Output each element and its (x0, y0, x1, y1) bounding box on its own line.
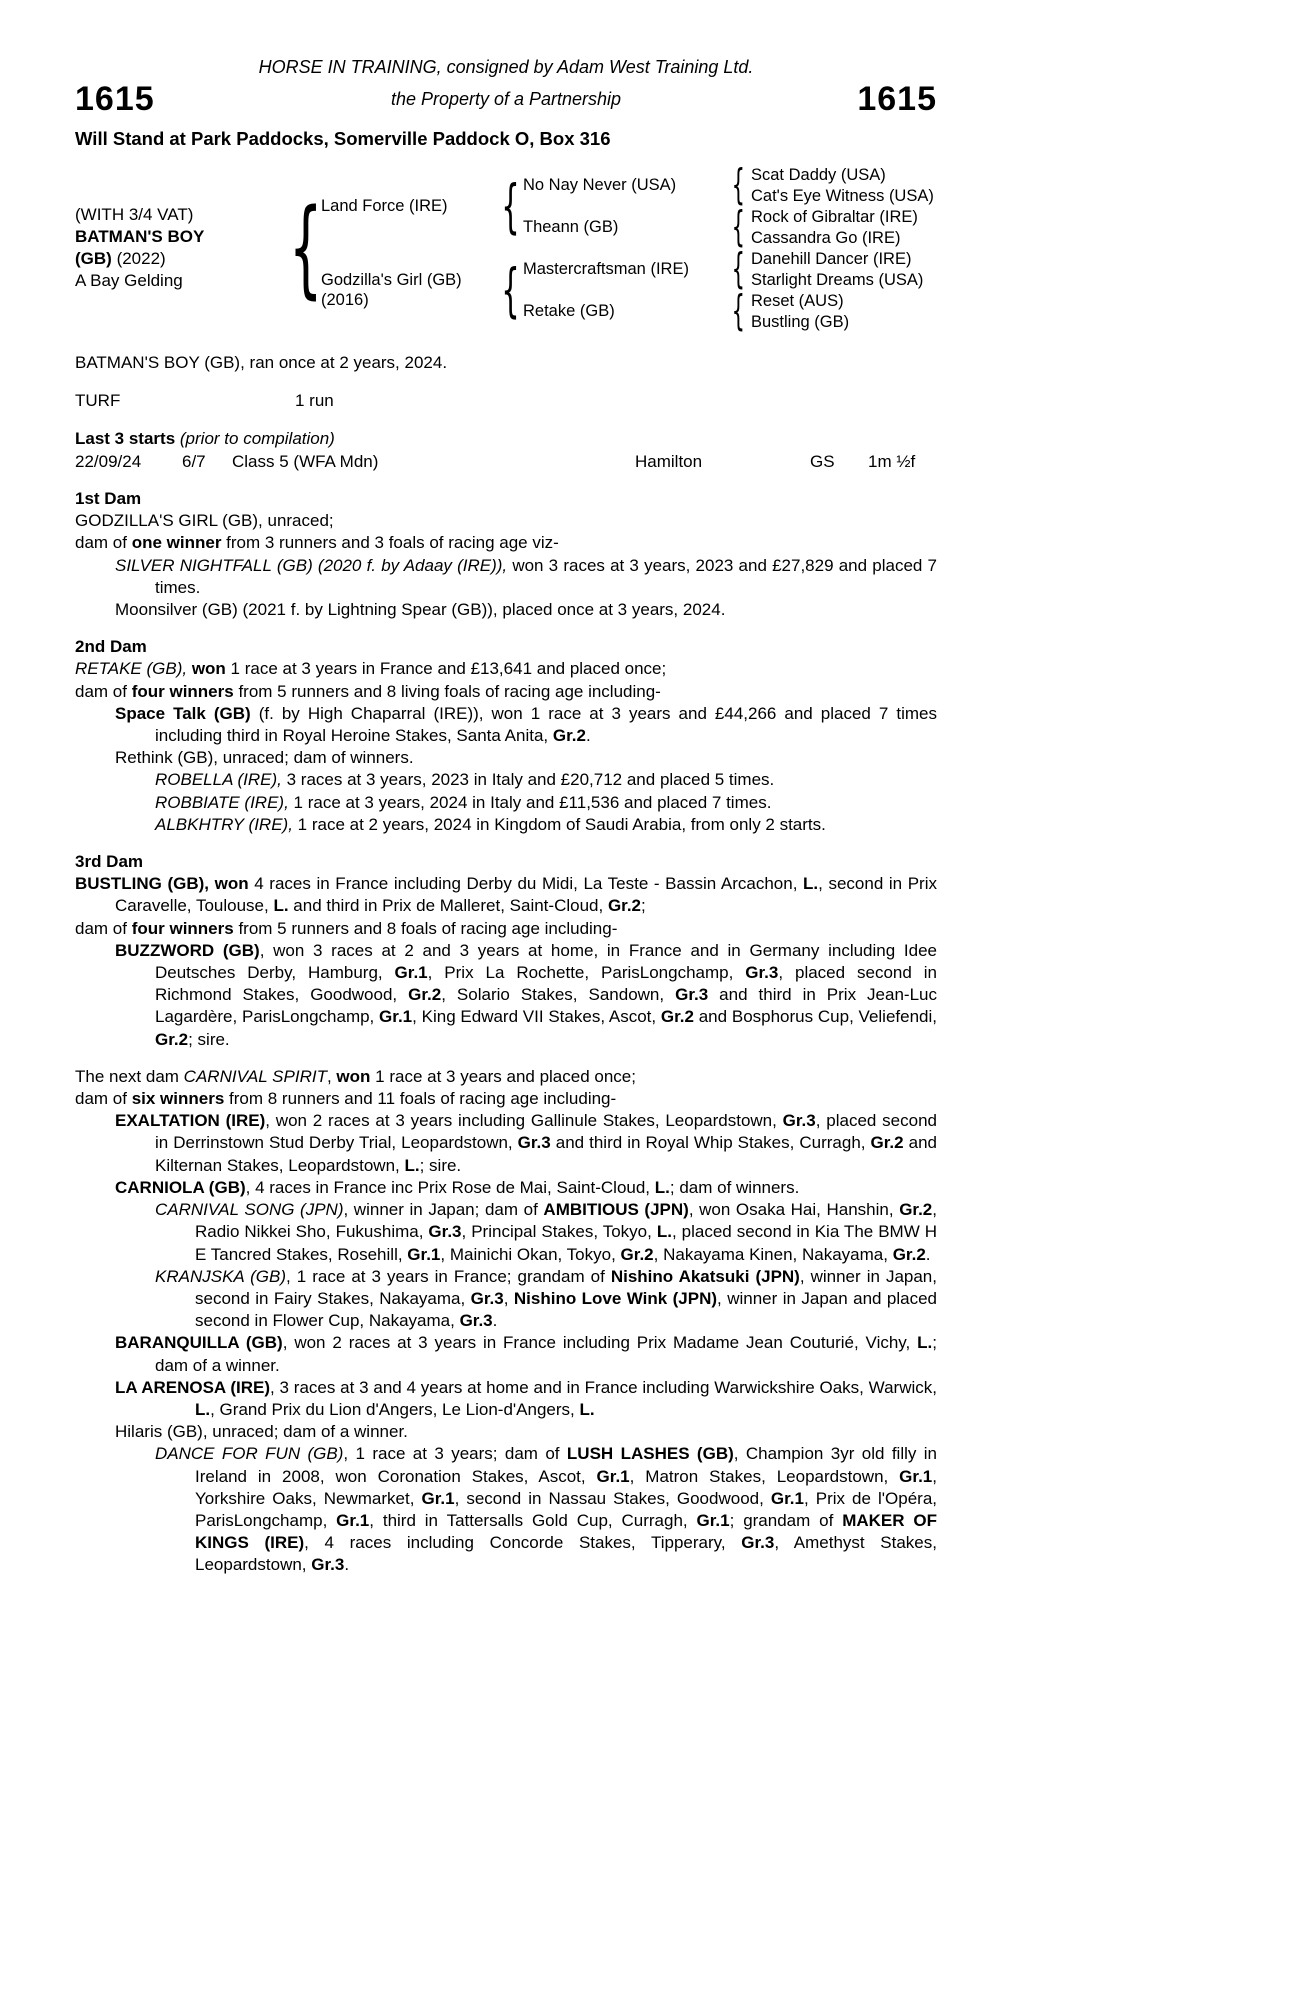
pedigree-paragraph: CARNIOLA (GB), 4 races in France inc Prix Rose de Mai, Saint-Cloud, L.; dam of winners. (115, 1177, 800, 1197)
start-course: Hamilton (635, 452, 703, 471)
dam-name-block (321, 270, 497, 310)
brace-icon: { (289, 186, 323, 309)
brace-icon: { (500, 256, 520, 324)
pedigree-paragraph: BUSTLING (GB), won 4 races in France including Derby du Midi, La Teste - Bassin Arcachon, L., second in Prix Caravelle, Toulouse, L. and third in Prix de Malleret, Saint-Cloud, Gr.2; (75, 874, 937, 916)
pedigree-gen3-name: No Nay Never (USA) (523, 176, 677, 194)
dam-name: Godzilla's Girl (GB) (321, 271, 462, 289)
pedigree-gen3-name: Retake (GB) (523, 302, 615, 320)
pedigree-gen4-name: Rock of Gibraltar (IRE) (751, 207, 918, 226)
pedigree-paragraph: dam of four winners from 5 runners and 8 foals of racing age including- (75, 918, 618, 938)
brace-icon: { (731, 286, 745, 335)
race-starts (75, 450, 937, 473)
surface-label: TURF (75, 391, 121, 410)
sire-name: Land Force (IRE) (321, 197, 448, 215)
horse-name: BATMAN'S BOY (75, 227, 205, 246)
dam-year: (2016) (321, 291, 369, 309)
horse-suffix-line (75, 248, 291, 270)
vat-note: (WITH 3/4 VAT) (75, 205, 194, 224)
pedigree-paragraph: KRANJSKA (GB), 1 race at 3 years in France; grandam of Nishino Akatsuki (JPN), winner in Japan, second in Fairy Stakes, Nakayama, Gr.3, Nishino Love Wink (JPN), winner in Japan and placed second in Flower Cup, Nakayama, Gr.3. (155, 1266, 937, 1331)
page-content (75, 56, 937, 1577)
pedigree-gen4-name: Starlight Dreams (USA) (751, 270, 924, 289)
lot-number-right: 1615 (857, 80, 937, 118)
pedigree-paragraph: dam of six winners from 8 runners and 11 foals of racing age including- (75, 1089, 617, 1109)
pedigree-paragraph: ROBELLA (IRE), 3 races at 3 years, 2023 in Italy and £20,712 and placed 5 times. (155, 770, 775, 790)
pedigree-gen4-name: Bustling (GB) (751, 312, 850, 331)
pedigree-paragraph: ALBKHTRY (IRE), 1 race at 2 years, 2024 in Kingdom of Saudi Arabia, from only 2 starts. (155, 814, 826, 834)
dam-heading: 1st Dam (75, 489, 142, 508)
lot-row (75, 80, 937, 119)
pedigree-paragraph: SILVER NIGHTFALL (GB) (2020 f. by Adaay (IRE)), won 3 races at 3 years, 2023 and £27,829 and placed 7 times. (115, 555, 937, 597)
horse-name-line (75, 226, 291, 248)
horse-description: A Bay Gelding (75, 271, 183, 290)
pedigree-paragraph: EXALTATION (IRE), won 2 races at 3 years including Gallinule Stakes, Leopardstown, Gr.3, placed second in Derrinstown Stud Derby Trial, Leopardstown, Gr.3 and third in Royal Whip Stakes, Curragh, Gr.2 and Kilternan Stakes, Leopardstown, L.; sire. (115, 1111, 937, 1175)
start-pos: 6/7 (182, 452, 206, 471)
start-dist: 1m ½f (868, 452, 916, 471)
pedigree-paragraph: Hilaris (GB), unraced; dam of a winner. (115, 1422, 408, 1442)
start-date: 22/09/24 (75, 452, 142, 471)
start-going: GS (810, 452, 835, 471)
runs-count: 1 run (295, 391, 334, 410)
horse-year: (2022) (116, 249, 166, 268)
brace-icon: { (731, 202, 745, 251)
last-starts-label: Last 3 starts (75, 429, 176, 448)
horse-country: (GB) (75, 249, 112, 268)
pedigree-table (75, 160, 937, 335)
dam-heading: 3rd Dam (75, 852, 144, 872)
pedigree-paragraph: LA ARENOSA (IRE), 3 races at 3 and 4 years at home and in France including Warwickshire Oaks, Warwick, L., Grand Prix du Lion d'Angers, Le Lion-d'Angers, L. (115, 1377, 937, 1419)
pedigree-paragraph: dam of four winners from 5 runners and 8 living foals of racing age including- (75, 681, 661, 701)
brace-icon: { (500, 172, 520, 240)
pedigree-paragraph: BARANQUILLA (GB), won 2 races at 3 years in France including Prix Madame Jean Couturié, Vichy, L.; dam of a winner. (115, 1333, 937, 1375)
pedigree-paragraph: GODZILLA'S GIRL (GB), unraced; (75, 511, 334, 531)
pedigree-gen3-name: Mastercraftsman (IRE) (523, 260, 689, 278)
pedigree-paragraph: RETAKE (GB), won 1 race at 3 years in France and £13,641 and placed once; (75, 659, 667, 679)
race-summary: BATMAN'S BOY (GB), ran once at 2 years, 2024. (75, 353, 448, 372)
lot-number-left: 1615 (75, 80, 155, 118)
pedigree-paragraph: The next dam CARNIVAL SPIRIT, won 1 race at 3 years and placed once; (75, 1066, 636, 1086)
start-class: Class 5 (WFA Mdn) (232, 452, 379, 471)
pedigree-gen4-name: Cassandra Go (IRE) (751, 228, 901, 247)
pedigree-paragraph: dam of one winner from 3 runners and 3 foals of racing age viz- (75, 533, 559, 553)
horse-info (75, 204, 291, 292)
stand-line: Will Stand at Park Paddocks, Somerville Paddock O, Box 316 (75, 128, 611, 149)
property-line: the Property of a Partnership (390, 89, 622, 109)
pedigree-paragraph: DANCE FOR FUN (GB), 1 race at 3 years; dam of LUSH LASHES (GB), Champion 3yr old filly in Ireland in 2008, won Coronation Stakes, Ascot, Gr.1, Matron Stakes, Leopardstown, Gr.1, Yorkshire Oaks, Newmarket, Gr.1, second in Nassau Stakes, Goodwood, Gr.1, Prix de l'Opéra, ParisLongchamp, Gr.1, third in Tattersalls Gold Cup, Curragh, Gr.1; grandam of MAKER OF KINGS (IRE), 4 races including Concorde Stakes, Tipperary, Gr.3, Amethyst Stakes, Leopardstown, Gr.3. (155, 1444, 938, 1575)
last-starts-line (75, 428, 937, 450)
pedigree-gen4-name: Danehill Dancer (IRE) (751, 249, 912, 268)
last-starts-note: (prior to compilation) (175, 429, 335, 448)
pedigree-gen4-name: Scat Daddy (USA) (751, 165, 886, 184)
pedigree-paragraph: Rethink (GB), unraced; dam of winners. (115, 748, 414, 768)
pedigree-paragraph: ROBBIATE (IRE), 1 race at 3 years, 2024 in Italy and £11,536 and placed 7 times. (155, 792, 772, 812)
race-start-row (75, 450, 937, 473)
pedigree-paragraph: Moonsilver (GB) (2021 f. by Lightning Spear (GB)), placed once at 3 years, 2024. (115, 600, 726, 620)
pedigree-paragraph: CARNIVAL SONG (JPN), winner in Japan; dam of AMBITIOUS (JPN), won Osaka Hai, Hanshin, Gr.2, Radio Nikkei Sho, Fukushima, Gr.3, Principal Stakes, Tokyo, L., placed second in Kia The BMW H E Tancred Stakes, Rosehill, Gr.1, Mainichi Okan, Tokyo, Gr.2, Nakayama Kinen, Nakayama, Gr.2. (155, 1200, 938, 1264)
pedigree-gen3-name: Theann (GB) (523, 218, 619, 236)
brace-icon: { (731, 160, 745, 209)
consignor-line: HORSE IN TRAINING, consigned by Adam West Training Ltd. (258, 57, 754, 77)
catalogue-body (75, 488, 937, 1577)
pedigree-gen4-name: Reset (AUS) (751, 291, 844, 310)
brace-icon: { (731, 244, 745, 293)
pedigree-gen4-name: Cat's Eye Witness (USA) (751, 186, 934, 205)
pedigree-paragraph: BUZZWORD (GB), won 3 races at 2 and 3 years at home, in France and in Germany including Idee Deutsches Derby, Hamburg, Gr.1, Prix La Rochette, ParisLongchamp, Gr.3, placed second in Richmond Stakes, Goodwood, Gr.2, Solario Stakes, Sandown, Gr.3 and third in Prix Jean-Luc Lagardère, ParisLongchamp, Gr.1, King Edward VII Stakes, Ascot, Gr.2 and Bosphorus Cup, Veliefendi, Gr.2; sire. (115, 940, 937, 1049)
dam-heading: 2nd Dam (75, 637, 147, 657)
pedigree-paragraph: Space Talk (GB) (f. by High Chaparral (IRE)), won 1 race at 3 years and £44,266 and placed 7 times including third in Royal Heroine Stakes, Santa Anita, Gr.2. (115, 703, 937, 746)
surface-row (75, 390, 937, 412)
